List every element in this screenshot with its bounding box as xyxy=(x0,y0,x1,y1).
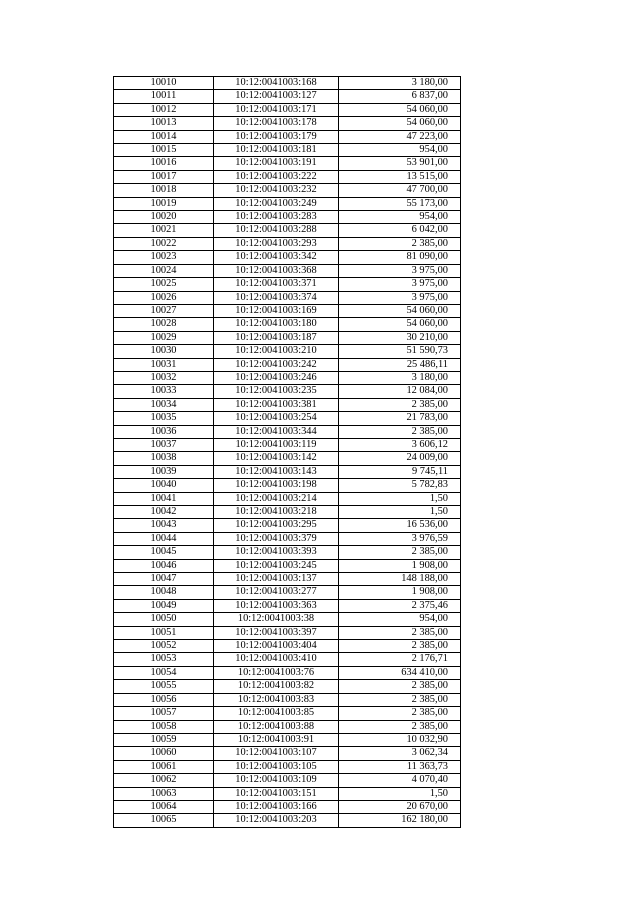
row-number-cell: 10012 xyxy=(114,103,214,116)
value-cell: 55 173,00 xyxy=(339,197,461,210)
cadastral-number-cell: 10:12:0041003:381 xyxy=(214,398,339,411)
value-cell: 3 180,00 xyxy=(339,77,461,90)
cadastral-number-cell: 10:12:0041003:151 xyxy=(214,787,339,800)
cadastral-number-cell: 10:12:0041003:137 xyxy=(214,573,339,586)
cadastral-number-cell: 10:12:0041003:242 xyxy=(214,358,339,371)
table-row xyxy=(114,774,461,787)
value-cell: 3 062,34 xyxy=(339,747,461,760)
cadastral-number-cell: 10:12:0041003:397 xyxy=(214,626,339,639)
table-row xyxy=(114,224,461,237)
cadastral-number-cell: 10:12:0041003:393 xyxy=(214,546,339,559)
table-row xyxy=(114,304,461,317)
value-cell: 3 180,00 xyxy=(339,371,461,384)
row-number-cell: 10022 xyxy=(114,237,214,250)
row-number-cell: 10054 xyxy=(114,666,214,679)
value-cell: 2 385,00 xyxy=(339,720,461,733)
table-row xyxy=(114,251,461,264)
table-row xyxy=(114,371,461,384)
value-cell: 1,50 xyxy=(339,506,461,519)
row-number-cell: 10052 xyxy=(114,640,214,653)
cadastral-number-cell: 10:12:0041003:91 xyxy=(214,733,339,746)
row-number-cell: 10035 xyxy=(114,412,214,425)
cadastral-value-table xyxy=(113,76,461,828)
cadastral-number-cell: 10:12:0041003:83 xyxy=(214,693,339,706)
cadastral-number-cell: 10:12:0041003:288 xyxy=(214,224,339,237)
table-row xyxy=(114,707,461,720)
table-row xyxy=(114,157,461,170)
cadastral-number-cell: 10:12:0041003:191 xyxy=(214,157,339,170)
row-number-cell: 10018 xyxy=(114,184,214,197)
cadastral-number-cell: 10:12:0041003:180 xyxy=(214,318,339,331)
value-cell: 4 070,40 xyxy=(339,774,461,787)
value-cell: 54 060,00 xyxy=(339,304,461,317)
table-row xyxy=(114,211,461,224)
value-cell: 81 090,00 xyxy=(339,251,461,264)
row-number-cell: 10020 xyxy=(114,211,214,224)
cadastral-number-cell: 10:12:0041003:168 xyxy=(214,77,339,90)
value-cell: 54 060,00 xyxy=(339,103,461,116)
table-row xyxy=(114,680,461,693)
table-row xyxy=(114,479,461,492)
value-cell: 2 385,00 xyxy=(339,693,461,706)
cadastral-number-cell: 10:12:0041003:82 xyxy=(214,680,339,693)
row-number-cell: 10065 xyxy=(114,814,214,827)
table-row xyxy=(114,385,461,398)
table-row xyxy=(114,532,461,545)
table-row xyxy=(114,747,461,760)
row-number-cell: 10039 xyxy=(114,465,214,478)
cadastral-number-cell: 10:12:0041003:198 xyxy=(214,479,339,492)
cadastral-number-cell: 10:12:0041003:142 xyxy=(214,452,339,465)
row-number-cell: 10057 xyxy=(114,707,214,720)
row-number-cell: 10027 xyxy=(114,304,214,317)
value-cell: 1,50 xyxy=(339,492,461,505)
row-number-cell: 10017 xyxy=(114,170,214,183)
row-number-cell: 10044 xyxy=(114,532,214,545)
value-cell: 2 385,00 xyxy=(339,626,461,639)
cadastral-number-cell: 10:12:0041003:245 xyxy=(214,559,339,572)
table-body xyxy=(114,77,461,828)
table-row xyxy=(114,760,461,773)
value-cell: 2 385,00 xyxy=(339,425,461,438)
cadastral-number-cell: 10:12:0041003:127 xyxy=(214,90,339,103)
value-cell: 30 210,00 xyxy=(339,331,461,344)
cadastral-number-cell: 10:12:0041003:76 xyxy=(214,666,339,679)
value-cell: 9 745,11 xyxy=(339,465,461,478)
cadastral-number-cell: 10:12:0041003:143 xyxy=(214,465,339,478)
table-row xyxy=(114,720,461,733)
value-cell: 54 060,00 xyxy=(339,318,461,331)
cadastral-number-cell: 10:12:0041003:249 xyxy=(214,197,339,210)
row-number-cell: 10016 xyxy=(114,157,214,170)
value-cell: 634 410,00 xyxy=(339,666,461,679)
row-number-cell: 10030 xyxy=(114,345,214,358)
cadastral-number-cell: 10:12:0041003:119 xyxy=(214,438,339,451)
cadastral-number-cell: 10:12:0041003:371 xyxy=(214,278,339,291)
row-number-cell: 10050 xyxy=(114,613,214,626)
cadastral-number-cell: 10:12:0041003:295 xyxy=(214,519,339,532)
table-row xyxy=(114,599,461,612)
cadastral-number-cell: 10:12:0041003:181 xyxy=(214,144,339,157)
table-row xyxy=(114,465,461,478)
cadastral-number-cell: 10:12:0041003:283 xyxy=(214,211,339,224)
value-cell: 3 976,59 xyxy=(339,532,461,545)
cadastral-number-cell: 10:12:0041003:218 xyxy=(214,506,339,519)
cadastral-number-cell: 10:12:0041003:214 xyxy=(214,492,339,505)
row-number-cell: 10056 xyxy=(114,693,214,706)
cadastral-number-cell: 10:12:0041003:171 xyxy=(214,103,339,116)
row-number-cell: 10049 xyxy=(114,599,214,612)
value-cell: 2 176,71 xyxy=(339,653,461,666)
table-row xyxy=(114,452,461,465)
table-row xyxy=(114,345,461,358)
value-cell: 954,00 xyxy=(339,144,461,157)
value-cell: 25 486,11 xyxy=(339,358,461,371)
value-cell: 24 009,00 xyxy=(339,452,461,465)
table-row xyxy=(114,197,461,210)
value-cell: 162 180,00 xyxy=(339,814,461,827)
cadastral-number-cell: 10:12:0041003:342 xyxy=(214,251,339,264)
table-row xyxy=(114,184,461,197)
value-cell: 2 385,00 xyxy=(339,707,461,720)
row-number-cell: 10059 xyxy=(114,733,214,746)
cadastral-number-cell: 10:12:0041003:105 xyxy=(214,760,339,773)
table-row xyxy=(114,787,461,800)
table-row xyxy=(114,653,461,666)
cadastral-number-cell: 10:12:0041003:107 xyxy=(214,747,339,760)
table-row xyxy=(114,800,461,813)
value-cell: 20 670,00 xyxy=(339,800,461,813)
cadastral-number-cell: 10:12:0041003:166 xyxy=(214,800,339,813)
table-row xyxy=(114,693,461,706)
value-cell: 54 060,00 xyxy=(339,117,461,130)
table-row xyxy=(114,626,461,639)
row-number-cell: 10026 xyxy=(114,291,214,304)
table-row xyxy=(114,278,461,291)
cadastral-number-cell: 10:12:0041003:178 xyxy=(214,117,339,130)
cadastral-number-cell: 10:12:0041003:246 xyxy=(214,371,339,384)
table-row xyxy=(114,90,461,103)
table-row xyxy=(114,666,461,679)
row-number-cell: 10037 xyxy=(114,438,214,451)
cadastral-number-cell: 10:12:0041003:38 xyxy=(214,613,339,626)
row-number-cell: 10038 xyxy=(114,452,214,465)
row-number-cell: 10011 xyxy=(114,90,214,103)
row-number-cell: 10051 xyxy=(114,626,214,639)
row-number-cell: 10045 xyxy=(114,546,214,559)
value-cell: 21 783,00 xyxy=(339,412,461,425)
cadastral-number-cell: 10:12:0041003:379 xyxy=(214,532,339,545)
row-number-cell: 10010 xyxy=(114,77,214,90)
value-cell: 2 375,46 xyxy=(339,599,461,612)
value-cell: 2 385,00 xyxy=(339,640,461,653)
value-cell: 6 837,00 xyxy=(339,90,461,103)
value-cell: 2 385,00 xyxy=(339,680,461,693)
table-row xyxy=(114,170,461,183)
value-cell: 3 975,00 xyxy=(339,278,461,291)
row-number-cell: 10019 xyxy=(114,197,214,210)
table-row xyxy=(114,358,461,371)
row-number-cell: 10062 xyxy=(114,774,214,787)
value-cell: 3 606,12 xyxy=(339,438,461,451)
cadastral-number-cell: 10:12:0041003:210 xyxy=(214,345,339,358)
cadastral-number-cell: 10:12:0041003:169 xyxy=(214,304,339,317)
row-number-cell: 10025 xyxy=(114,278,214,291)
table-row xyxy=(114,586,461,599)
row-number-cell: 10029 xyxy=(114,331,214,344)
table-row xyxy=(114,733,461,746)
value-cell: 47 700,00 xyxy=(339,184,461,197)
table-row xyxy=(114,103,461,116)
row-number-cell: 10064 xyxy=(114,800,214,813)
row-number-cell: 10046 xyxy=(114,559,214,572)
row-number-cell: 10024 xyxy=(114,264,214,277)
table-row xyxy=(114,77,461,90)
table-row xyxy=(114,144,461,157)
row-number-cell: 10047 xyxy=(114,573,214,586)
value-cell: 5 782,83 xyxy=(339,479,461,492)
value-cell: 1 908,00 xyxy=(339,586,461,599)
row-number-cell: 10053 xyxy=(114,653,214,666)
row-number-cell: 10058 xyxy=(114,720,214,733)
table-row xyxy=(114,814,461,827)
value-cell: 2 385,00 xyxy=(339,546,461,559)
table-row xyxy=(114,318,461,331)
cadastral-number-cell: 10:12:0041003:179 xyxy=(214,130,339,143)
row-number-cell: 10043 xyxy=(114,519,214,532)
value-cell: 12 084,00 xyxy=(339,385,461,398)
cadastral-number-cell: 10:12:0041003:203 xyxy=(214,814,339,827)
table-row xyxy=(114,130,461,143)
row-number-cell: 10041 xyxy=(114,492,214,505)
table-row xyxy=(114,640,461,653)
value-cell: 2 385,00 xyxy=(339,398,461,411)
cadastral-number-cell: 10:12:0041003:109 xyxy=(214,774,339,787)
value-cell: 10 032,90 xyxy=(339,733,461,746)
value-cell: 6 042,00 xyxy=(339,224,461,237)
row-number-cell: 10021 xyxy=(114,224,214,237)
table-row xyxy=(114,398,461,411)
table-row xyxy=(114,438,461,451)
value-cell: 16 536,00 xyxy=(339,519,461,532)
table-row xyxy=(114,331,461,344)
value-cell: 11 363,73 xyxy=(339,760,461,773)
row-number-cell: 10063 xyxy=(114,787,214,800)
value-cell: 47 223,00 xyxy=(339,130,461,143)
value-cell: 51 590,73 xyxy=(339,345,461,358)
row-number-cell: 10042 xyxy=(114,506,214,519)
cadastral-number-cell: 10:12:0041003:222 xyxy=(214,170,339,183)
row-number-cell: 10033 xyxy=(114,385,214,398)
table-row xyxy=(114,412,461,425)
row-number-cell: 10013 xyxy=(114,117,214,130)
row-number-cell: 10061 xyxy=(114,760,214,773)
cadastral-number-cell: 10:12:0041003:368 xyxy=(214,264,339,277)
cadastral-number-cell: 10:12:0041003:88 xyxy=(214,720,339,733)
table-row xyxy=(114,117,461,130)
cadastral-number-cell: 10:12:0041003:404 xyxy=(214,640,339,653)
row-number-cell: 10040 xyxy=(114,479,214,492)
row-number-cell: 10015 xyxy=(114,144,214,157)
row-number-cell: 10034 xyxy=(114,398,214,411)
value-cell: 3 975,00 xyxy=(339,264,461,277)
row-number-cell: 10031 xyxy=(114,358,214,371)
cadastral-number-cell: 10:12:0041003:232 xyxy=(214,184,339,197)
value-cell: 1,50 xyxy=(339,787,461,800)
table-row xyxy=(114,425,461,438)
table-row xyxy=(114,264,461,277)
cadastral-number-cell: 10:12:0041003:363 xyxy=(214,599,339,612)
row-number-cell: 10048 xyxy=(114,586,214,599)
table-row xyxy=(114,506,461,519)
row-number-cell: 10060 xyxy=(114,747,214,760)
value-cell: 148 188,00 xyxy=(339,573,461,586)
row-number-cell: 10028 xyxy=(114,318,214,331)
cadastral-number-cell: 10:12:0041003:374 xyxy=(214,291,339,304)
table-row xyxy=(114,492,461,505)
cadastral-number-cell: 10:12:0041003:293 xyxy=(214,237,339,250)
table-row xyxy=(114,546,461,559)
table-row xyxy=(114,559,461,572)
cadastral-number-cell: 10:12:0041003:254 xyxy=(214,412,339,425)
table-row xyxy=(114,519,461,532)
table-row xyxy=(114,613,461,626)
value-cell: 2 385,00 xyxy=(339,237,461,250)
cadastral-number-cell: 10:12:0041003:187 xyxy=(214,331,339,344)
value-cell: 3 975,00 xyxy=(339,291,461,304)
value-cell: 53 901,00 xyxy=(339,157,461,170)
value-cell: 1 908,00 xyxy=(339,559,461,572)
cadastral-number-cell: 10:12:0041003:277 xyxy=(214,586,339,599)
row-number-cell: 10032 xyxy=(114,371,214,384)
cadastral-number-cell: 10:12:0041003:344 xyxy=(214,425,339,438)
value-cell: 954,00 xyxy=(339,211,461,224)
cadastral-number-cell: 10:12:0041003:410 xyxy=(214,653,339,666)
table-row xyxy=(114,573,461,586)
table-row xyxy=(114,291,461,304)
row-number-cell: 10023 xyxy=(114,251,214,264)
value-cell: 13 515,00 xyxy=(339,170,461,183)
table-row xyxy=(114,237,461,250)
row-number-cell: 10014 xyxy=(114,130,214,143)
value-cell: 954,00 xyxy=(339,613,461,626)
cadastral-number-cell: 10:12:0041003:85 xyxy=(214,707,339,720)
row-number-cell: 10036 xyxy=(114,425,214,438)
row-number-cell: 10055 xyxy=(114,680,214,693)
cadastral-number-cell: 10:12:0041003:235 xyxy=(214,385,339,398)
